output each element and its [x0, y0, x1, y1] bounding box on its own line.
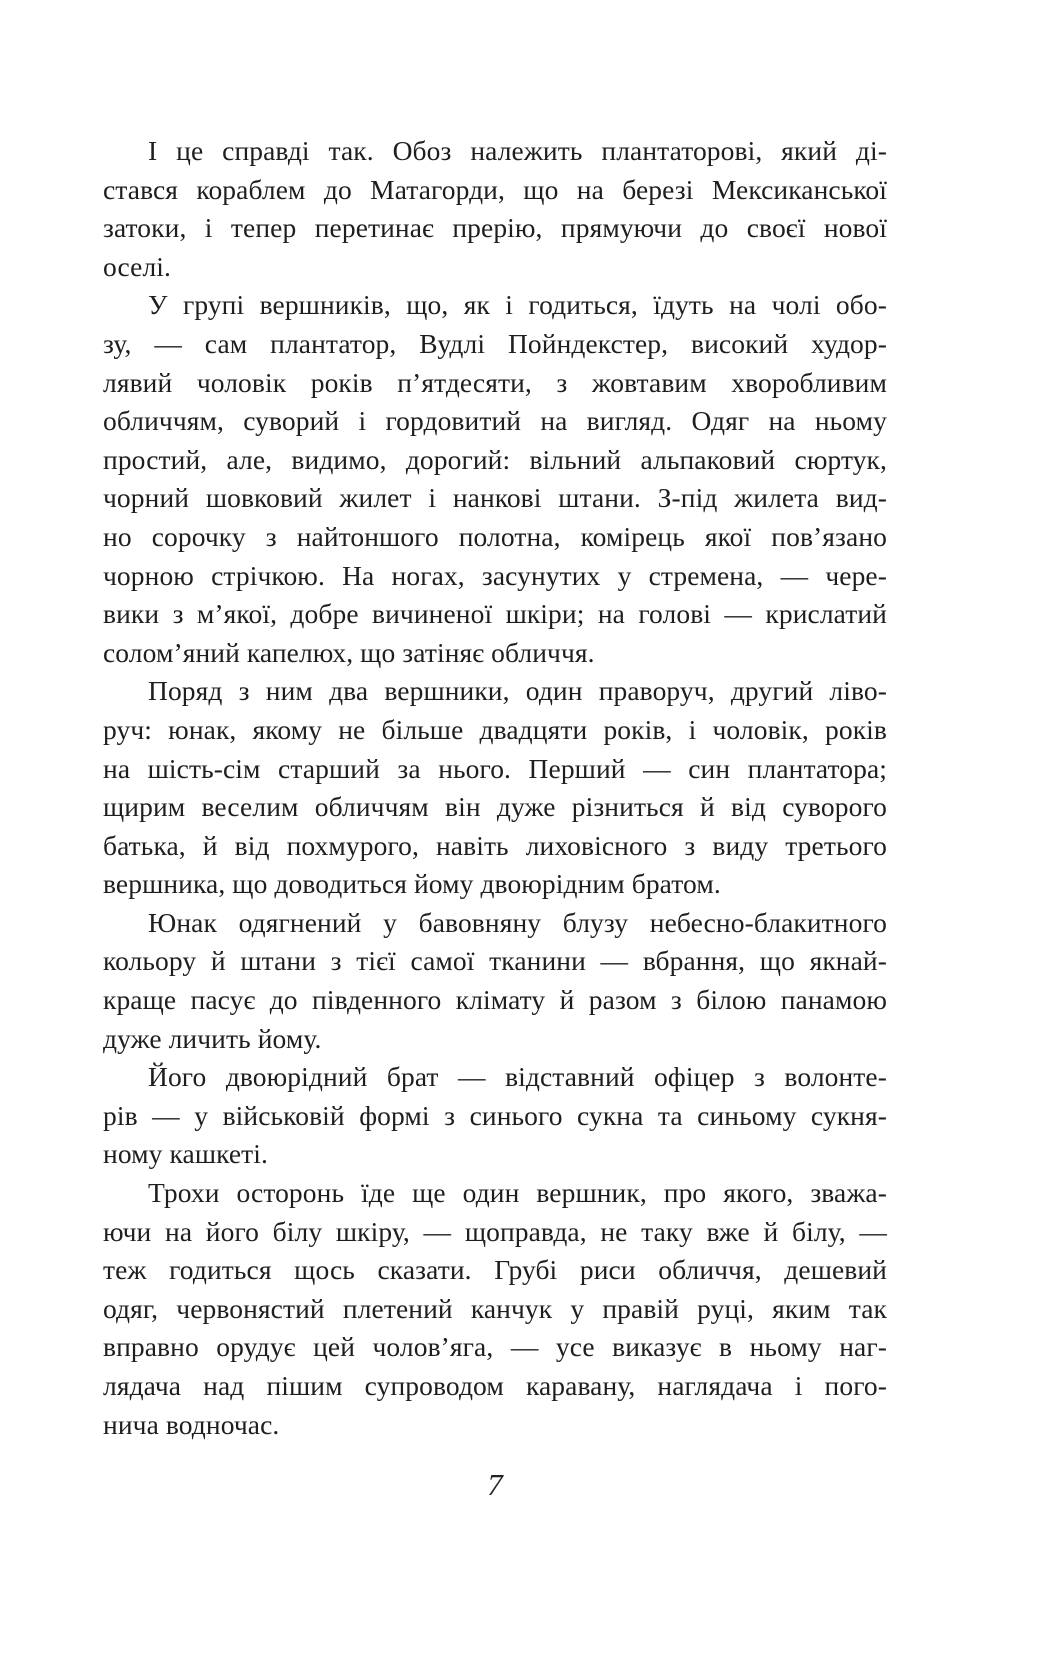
text-line: дуже личить йому. — [103, 1022, 322, 1054]
paragraph — [103, 132, 887, 286]
text-line: І це справді так. Обоз належить плантаторові, який ді- — [148, 135, 887, 166]
text-line: солом’яний капелюх, що затіняє обличчя. — [103, 636, 595, 668]
text-line: чорною стрічкою. На ногах, засунутих у стремена, — чере- — [103, 559, 887, 591]
text-line: лядача над пішим супроводом каравану, наглядача і пого- — [103, 1370, 887, 1401]
page-number: 7 — [487, 1467, 503, 1502]
text-line: ному кашкеті. — [103, 1138, 269, 1170]
paragraph — [103, 286, 887, 672]
paragraph — [103, 904, 887, 1058]
text-line: руч: юнак, якому не більше двадцяти років, і чоловік, років — [103, 713, 887, 745]
text-line: на шість-сім старший за нього. Перший — син плантатора; — [103, 752, 887, 784]
text-line: щирим веселим обличчям він дуже різниться й від суворого — [103, 791, 887, 823]
text-line: простий, але, видимо, дорогий: вільний альпаковий сюртук, — [103, 443, 887, 475]
paragraph — [103, 1174, 887, 1444]
text-line: кольору й штани з тієї самої тканини — вбрання, що якнай- — [103, 945, 887, 977]
text-line: вики з м’якої, добре вичиненої шкіри; на голові — крислатий — [103, 598, 887, 630]
text-line: краще пасує до південного клімату й разом з білою панамою — [103, 984, 887, 1016]
text-line: Поряд з ним два вершники, один праворуч, другий ліво- — [148, 675, 887, 707]
text-line: У групі вершників, що, як і годиться, їдуть на чолі обо- — [148, 289, 887, 321]
text-line: чорний шовковий жилет і нанкові штани. З-під жилета вид- — [103, 482, 887, 514]
text-line: вправно орудує цей чолов’яга, — усе виказує в ньому наг- — [103, 1331, 887, 1363]
text-line: нича водночас. — [103, 1408, 280, 1440]
text-line: Юнак одягнений у бавовняну блузу небесно-блакитного — [148, 906, 887, 938]
text-line: Його двоюрідний брат — відставний офіцер з волонте- — [148, 1061, 887, 1093]
text-line: вершника, що доводиться йому двоюрідним братом. — [103, 868, 721, 900]
text-line: стався кораблем до Матагорди, що на березі Мексиканської — [103, 173, 887, 205]
text-line: рів — у військовій формі з синього сукна та синьому сукня- — [103, 1099, 887, 1131]
paragraph — [103, 1058, 887, 1174]
text-block — [103, 132, 887, 1444]
text-line: ючи на його білу шкіру, — щоправда, не таку вже й білу, — — [103, 1215, 887, 1247]
text-line: обличчям, суворий і гордовитий на вигляд. Одяг на ньому — [103, 405, 887, 437]
text-line: затоки, і тепер перетинає прерію, прямуючи до своєї нової — [103, 212, 887, 244]
text-line: теж годиться щось сказати. Грубі риси обличчя, дешевий — [103, 1254, 887, 1286]
text-line: Трохи осторонь їде ще один вершник, про якого, зважа- — [148, 1177, 887, 1209]
text-line: лявий чоловік років п’ятдесяти, з жовтавим хворобливим — [103, 366, 887, 398]
text-line: одяг, червонястий плетений канчук у правій руці, яким так — [103, 1292, 887, 1324]
text-line: но сорочку з найтоншого полотна, комірець якої пов’язано — [103, 520, 887, 552]
paragraph — [103, 672, 887, 904]
text-line: оселі. — [103, 250, 172, 282]
text-line: зу, — сам плантатор, Вудлі Пойндекстер, високий худор- — [103, 327, 887, 359]
text-line: батька, й від похмурого, навіть лиховісного з виду третього — [103, 829, 887, 861]
